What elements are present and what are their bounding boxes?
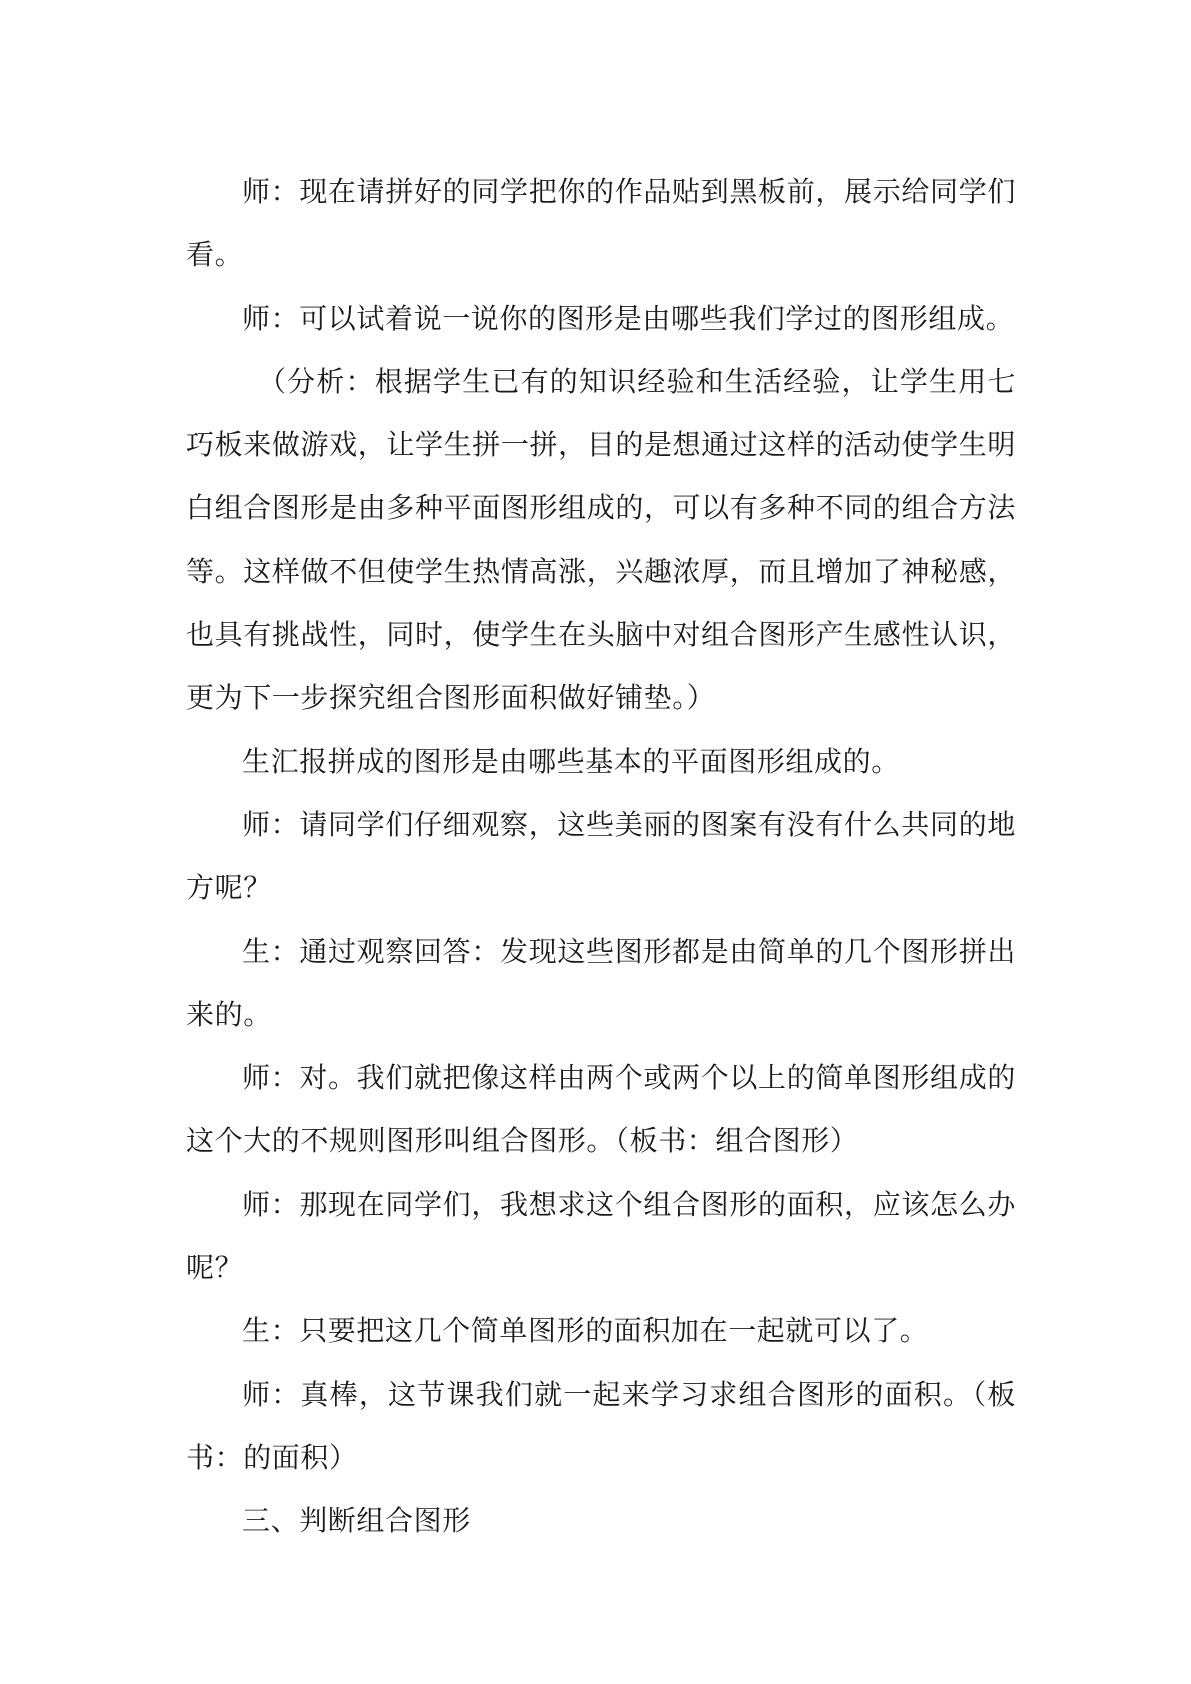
paragraph-student-report: 生汇报拼成的图形是由哪些基本的平面图形组成的。	[242, 744, 900, 778]
paragraph-student-solution: 生：只要把这几个简单图形的面积加在一起就可以了。	[242, 1314, 929, 1348]
section-heading: 三、判断组合图形	[242, 1504, 471, 1538]
paragraph-student-answer: 生：通过观察回答：发现这些图形都是由简单的几个图形拼出来的。	[186, 934, 1016, 1031]
paragraph-teacher-question: 师：那现在同学们，我想求这个组合图形的面积，应该怎么办呢？	[186, 1187, 1016, 1285]
body-text	[186, 160, 1016, 1553]
paragraph-teacher-observe: 师：请同学们仔细观察，这些美丽的图案有没有什么共同的地方呢？	[186, 807, 1016, 905]
paragraph-teacher-describe-shapes: 师：可以试着说一说你的图形是由哪些我们学过的图形组成。	[242, 301, 1015, 335]
paragraph-teacher-praise: 师：真棒，这节课我们就一起来学习求组合图形的面积。（板书：的面积）	[186, 1377, 1016, 1474]
paragraph-teacher-display-work: 师：现在请拼好的同学把你的作品贴到黑板前，展示给同学们看。	[186, 175, 1016, 272]
paragraph-teacher-definition: 师：对。我们就把像这样由两个或两个以上的简单图形组成的这个大的不规则图形叫组合图形。（板书：组合图形）	[186, 1061, 1016, 1158]
paragraph-analysis: （分析：根据学生已有的知识经验和生活经验，让学生用七巧板来做游戏，让学生拼一拼，目的是想通过这样的活动使学生明白组合图形是由多种平面图形组成的，可以有多种不同的组合方法等。这样做不但使学生热情高涨，兴趣浓厚，而且增加了神秘感，也具有挑战性，同时，使学生在头脑中对组合图形产生感性认识，更为下一步探究组合图形面积做好铺垫。）	[186, 364, 1016, 715]
